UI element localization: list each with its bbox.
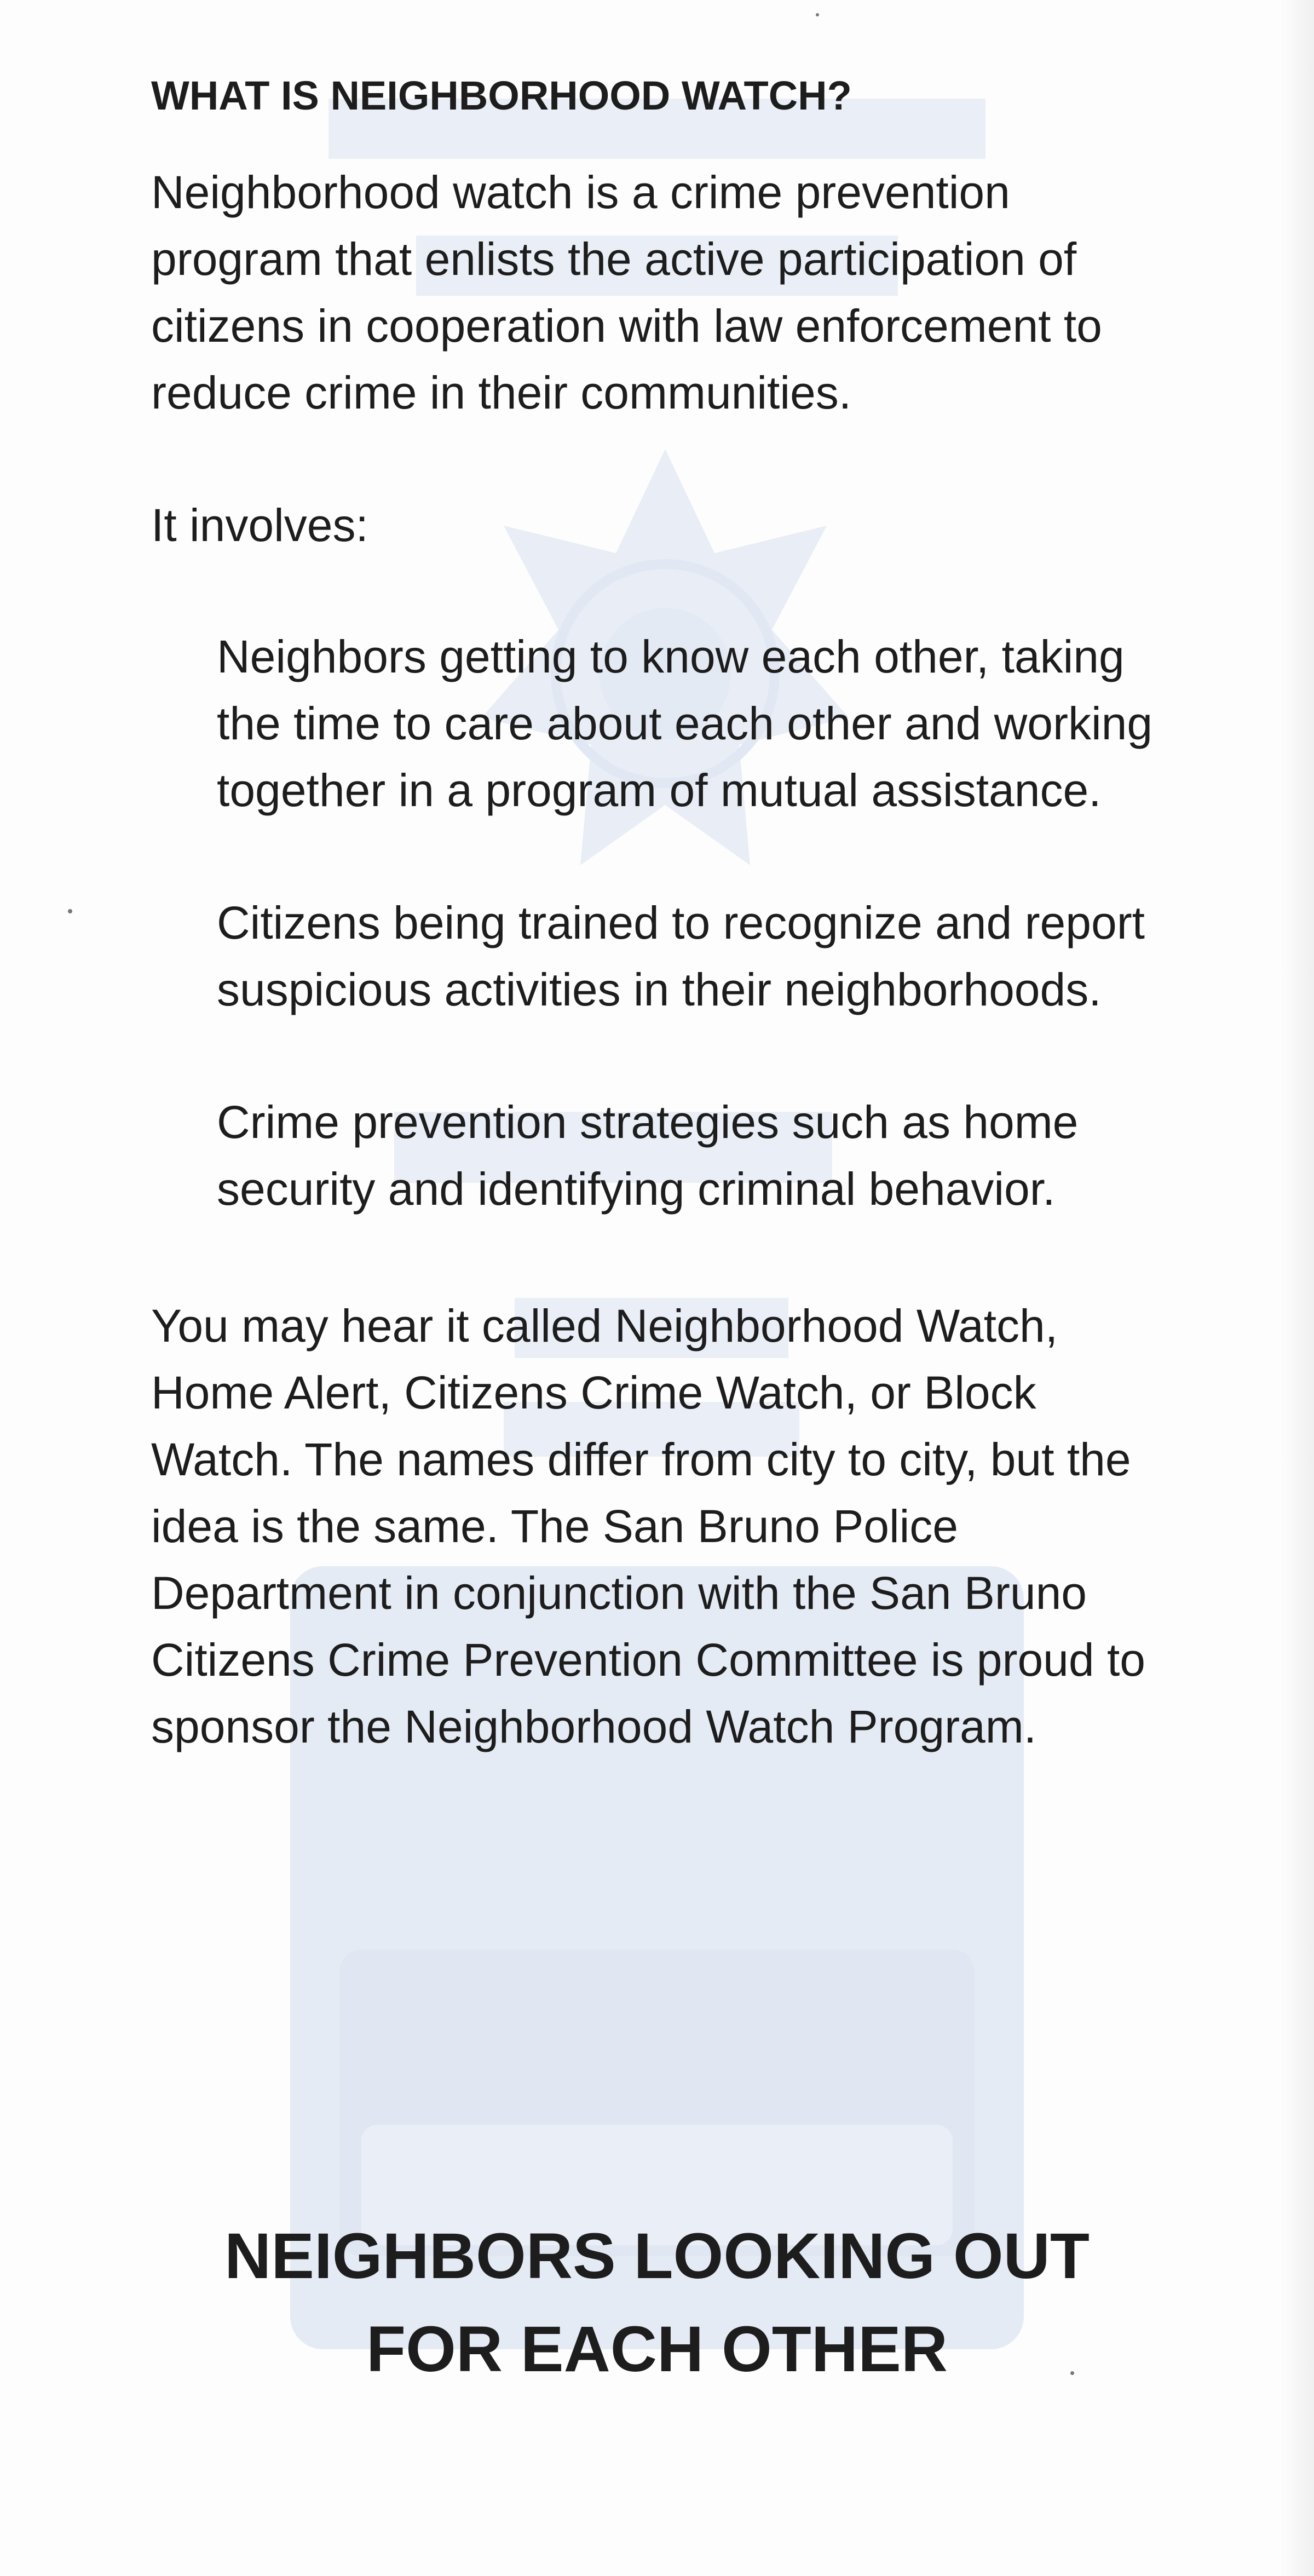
- involves-item: Neighbors getting to know each other, taking the time to care about each other and working together in a program of mutual assistance.: [217, 631, 1153, 816]
- slogan-line-1: NEIGHBORS LOOKING OUT: [224, 2220, 1090, 2292]
- slogan-line-2: FOR EACH OTHER: [366, 2313, 948, 2385]
- page-title: WHAT IS NEIGHBORHOOD WATCH?: [151, 73, 852, 118]
- involves-list: [151, 623, 1164, 1222]
- closing-paragraph: You may hear it called Neighborhood Watch, Home Alert, Citizens Crime Watch, or Block Watch. The names differ from city to city, but the idea is the same. The San Bruno Police Department in conjunction with the San Bruno Citizens Crime Prevention Committee is proud to sponsor the Neighborhood Watch Program.: [151, 1300, 1146, 1752]
- page-edge-shadow: [1281, 0, 1314, 2576]
- slogan: [0, 2210, 1314, 2396]
- involves-label: It involves:: [151, 499, 368, 551]
- paper-speck: [816, 13, 819, 16]
- paper-speck: [1070, 2371, 1074, 2375]
- involves-item: Citizens being trained to recognize and report suspicious activities in their neighborhoods.: [217, 897, 1145, 1015]
- intro-paragraph: Neighborhood watch is a crime prevention program that enlists the active participation of citizens in cooperation with law enforcement to reduce crime in their communities.: [151, 166, 1102, 418]
- paper-speck: [68, 909, 72, 913]
- brochure-content: [151, 66, 1164, 1760]
- involves-item: Crime prevention strategies such as home security and identifying criminal behavior.: [217, 1096, 1079, 1215]
